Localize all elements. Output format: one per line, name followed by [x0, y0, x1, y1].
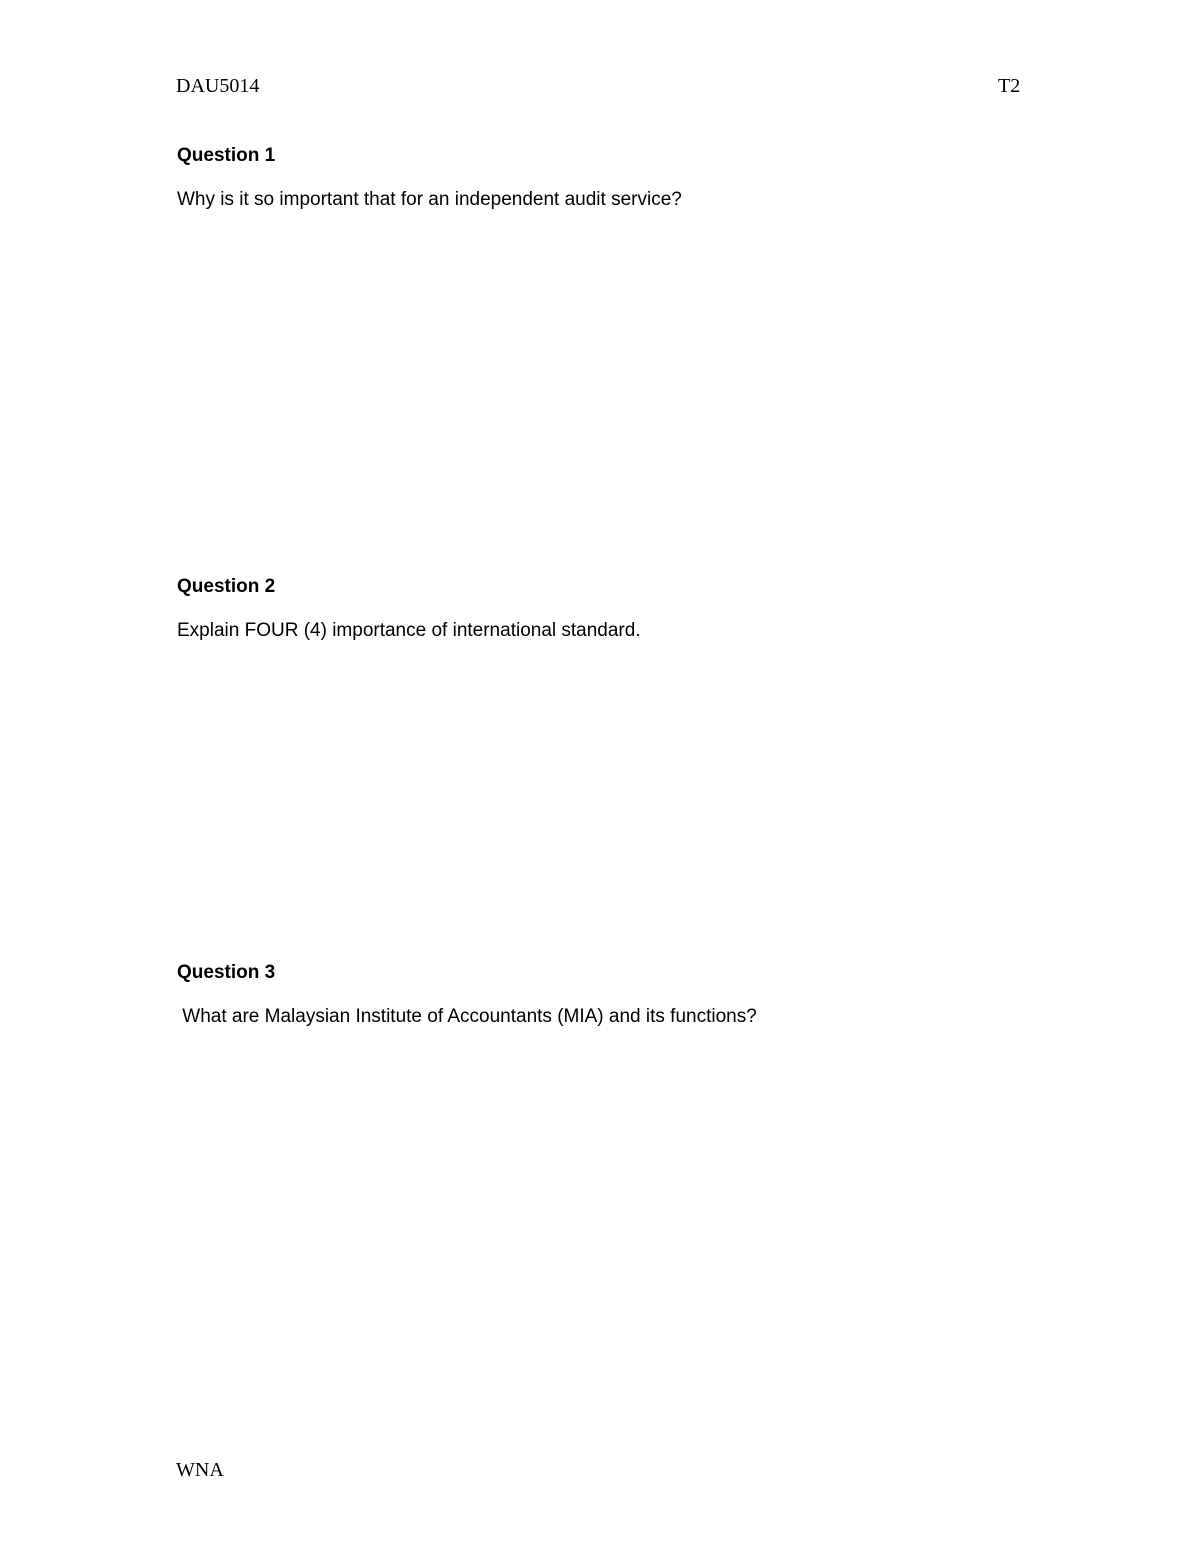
- question-2-text: Explain FOUR (4) importance of international standard.: [177, 620, 641, 641]
- header-course-code: DAU5014: [176, 75, 260, 97]
- question-3-text: What are Malaysian Institute of Accountants (MIA) and its functions?: [177, 1006, 757, 1027]
- question-1-heading: Question 1: [177, 145, 276, 166]
- question-2-heading: Question 2: [177, 576, 276, 597]
- header-tutorial-label: T2: [998, 75, 1021, 97]
- question-3-heading: Question 3: [177, 962, 276, 983]
- question-1-text: Why is it so important that for an independent audit service?: [177, 189, 682, 210]
- footer-initials: WNA: [176, 1459, 224, 1481]
